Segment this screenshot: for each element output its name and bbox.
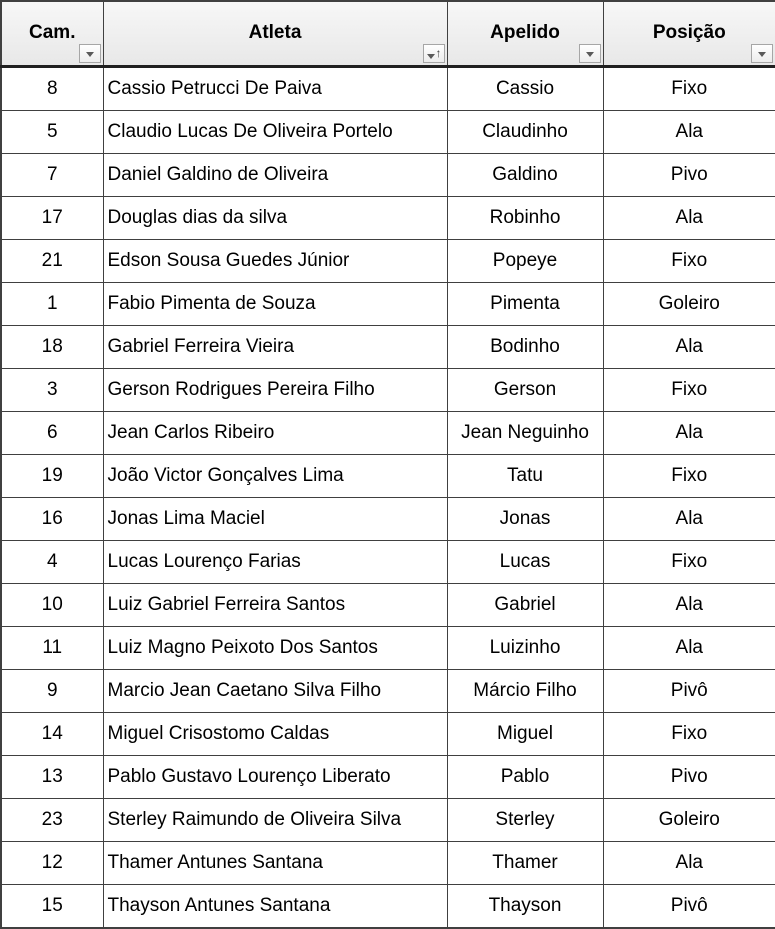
cell-posicao[interactable]: Ala bbox=[603, 842, 775, 885]
cell-posicao[interactable]: Fixo bbox=[603, 541, 775, 584]
table-row[interactable] bbox=[1, 498, 775, 541]
header-posicao-label: Posição bbox=[604, 22, 775, 44]
cell-apelido[interactable]: Jean Neguinho bbox=[447, 412, 603, 455]
cell-posicao[interactable]: Ala bbox=[603, 326, 775, 369]
table-row[interactable] bbox=[1, 885, 775, 929]
header-cam[interactable] bbox=[1, 1, 103, 67]
cell-apelido[interactable]: Bodinho bbox=[447, 326, 603, 369]
header-atleta[interactable] bbox=[103, 1, 447, 67]
cell-apelido[interactable]: Sterley bbox=[447, 799, 603, 842]
cell-cam[interactable]: 6 bbox=[1, 412, 103, 455]
table-row[interactable] bbox=[1, 240, 775, 283]
cell-posicao[interactable]: Fixo bbox=[603, 455, 775, 498]
filter-dropdown-icon[interactable] bbox=[79, 44, 101, 63]
table-row[interactable] bbox=[1, 670, 775, 713]
cell-atleta[interactable]: Lucas Lourenço Farias bbox=[103, 541, 447, 584]
table-row[interactable] bbox=[1, 326, 775, 369]
cell-atleta[interactable]: Thayson Antunes Santana bbox=[103, 885, 447, 929]
cell-atleta[interactable]: Sterley Raimundo de Oliveira Silva bbox=[103, 799, 447, 842]
cell-cam[interactable]: 17 bbox=[1, 197, 103, 240]
header-cam-label: Cam. bbox=[2, 22, 103, 44]
cell-atleta[interactable]: Claudio Lucas De Oliveira Portelo bbox=[103, 111, 447, 154]
table-row[interactable] bbox=[1, 799, 775, 842]
cell-posicao[interactable]: Ala bbox=[603, 111, 775, 154]
cell-cam[interactable]: 8 bbox=[1, 67, 103, 111]
table-row[interactable] bbox=[1, 283, 775, 326]
cell-apelido[interactable]: Claudinho bbox=[447, 111, 603, 154]
table-row[interactable] bbox=[1, 412, 775, 455]
cell-posicao[interactable]: Ala bbox=[603, 584, 775, 627]
table-row[interactable] bbox=[1, 627, 775, 670]
cell-cam[interactable]: 5 bbox=[1, 111, 103, 154]
table-row[interactable] bbox=[1, 369, 775, 412]
cell-posicao[interactable]: Fixo bbox=[603, 240, 775, 283]
cell-cam[interactable]: 21 bbox=[1, 240, 103, 283]
table-row[interactable] bbox=[1, 584, 775, 627]
cell-posicao[interactable]: Ala bbox=[603, 498, 775, 541]
table-row[interactable] bbox=[1, 67, 775, 111]
cell-cam[interactable]: 15 bbox=[1, 885, 103, 929]
cell-posicao[interactable]: Pivô bbox=[603, 885, 775, 929]
cell-atleta[interactable]: João Victor Gonçalves Lima bbox=[103, 455, 447, 498]
cell-apelido[interactable]: Tatu bbox=[447, 455, 603, 498]
cell-posicao[interactable]: Pivo bbox=[603, 756, 775, 799]
cell-posicao[interactable]: Ala bbox=[603, 627, 775, 670]
cell-posicao[interactable]: Fixo bbox=[603, 713, 775, 756]
table-row[interactable] bbox=[1, 455, 775, 498]
cell-apelido[interactable]: Galdino bbox=[447, 154, 603, 197]
cell-atleta[interactable]: Fabio Pimenta de Souza bbox=[103, 283, 447, 326]
cell-apelido[interactable]: Robinho bbox=[447, 197, 603, 240]
cell-atleta[interactable]: Gerson Rodrigues Pereira Filho bbox=[103, 369, 447, 412]
cell-cam[interactable]: 3 bbox=[1, 369, 103, 412]
filter-dropdown-icon[interactable] bbox=[579, 44, 601, 63]
cell-atleta[interactable]: Luiz Gabriel Ferreira Santos bbox=[103, 584, 447, 627]
cell-apelido[interactable]: Luizinho bbox=[447, 627, 603, 670]
cell-atleta[interactable]: Miguel Crisostomo Caldas bbox=[103, 713, 447, 756]
header-posicao[interactable] bbox=[603, 1, 775, 67]
cell-cam[interactable]: 1 bbox=[1, 283, 103, 326]
cell-apelido[interactable]: Gabriel bbox=[447, 584, 603, 627]
cell-cam[interactable]: 10 bbox=[1, 584, 103, 627]
cell-posicao[interactable]: Fixo bbox=[603, 67, 775, 111]
roster-body bbox=[1, 67, 775, 929]
table-row[interactable] bbox=[1, 197, 775, 240]
cell-apelido[interactable]: Gerson bbox=[447, 369, 603, 412]
cell-cam[interactable]: 23 bbox=[1, 799, 103, 842]
cell-atleta[interactable]: Jean Carlos Ribeiro bbox=[103, 412, 447, 455]
cell-posicao[interactable]: Goleiro bbox=[603, 283, 775, 326]
cell-atleta[interactable]: Edson Sousa Guedes Júnior bbox=[103, 240, 447, 283]
cell-cam[interactable]: 13 bbox=[1, 756, 103, 799]
cell-apelido[interactable]: Márcio Filho bbox=[447, 670, 603, 713]
cell-apelido[interactable]: Cassio bbox=[447, 67, 603, 111]
table-row[interactable] bbox=[1, 842, 775, 885]
cell-apelido[interactable]: Thamer bbox=[447, 842, 603, 885]
cell-atleta[interactable]: Thamer Antunes Santana bbox=[103, 842, 447, 885]
cell-posicao[interactable]: Ala bbox=[603, 412, 775, 455]
header-apelido-label: Apelido bbox=[448, 22, 603, 44]
cell-cam[interactable]: 16 bbox=[1, 498, 103, 541]
cell-atleta[interactable]: Gabriel Ferreira Vieira bbox=[103, 326, 447, 369]
cell-cam[interactable]: 14 bbox=[1, 713, 103, 756]
cell-apelido[interactable]: Pimenta bbox=[447, 283, 603, 326]
table-row[interactable] bbox=[1, 756, 775, 799]
cell-apelido[interactable]: Pablo bbox=[447, 756, 603, 799]
cell-cam[interactable]: 9 bbox=[1, 670, 103, 713]
cell-posicao[interactable]: Pivô bbox=[603, 670, 775, 713]
cell-posicao[interactable]: Goleiro bbox=[603, 799, 775, 842]
cell-apelido[interactable]: Thayson bbox=[447, 885, 603, 929]
table-row[interactable] bbox=[1, 154, 775, 197]
table-row[interactable] bbox=[1, 713, 775, 756]
cell-apelido[interactable]: Jonas bbox=[447, 498, 603, 541]
cell-cam[interactable]: 18 bbox=[1, 326, 103, 369]
cell-posicao[interactable]: Pivo bbox=[603, 154, 775, 197]
cell-atleta[interactable]: Jonas Lima Maciel bbox=[103, 498, 447, 541]
cell-atleta[interactable]: Daniel Galdino de Oliveira bbox=[103, 154, 447, 197]
cell-apelido[interactable]: Lucas bbox=[447, 541, 603, 584]
cell-atleta[interactable]: Marcio Jean Caetano Silva Filho bbox=[103, 670, 447, 713]
cell-atleta[interactable]: Douglas dias da silva bbox=[103, 197, 447, 240]
header-row bbox=[1, 1, 775, 67]
cell-apelido[interactable]: Popeye bbox=[447, 240, 603, 283]
filter-dropdown-icon[interactable] bbox=[751, 44, 773, 63]
filter-sort-ascending-icon[interactable]: ↑ bbox=[423, 44, 445, 63]
table-row[interactable] bbox=[1, 111, 775, 154]
cell-cam[interactable]: 7 bbox=[1, 154, 103, 197]
table-row[interactable] bbox=[1, 541, 775, 584]
cell-cam[interactable]: 4 bbox=[1, 541, 103, 584]
header-atleta-label: Atleta bbox=[104, 22, 447, 44]
cell-apelido[interactable]: Miguel bbox=[447, 713, 603, 756]
cell-cam[interactable]: 12 bbox=[1, 842, 103, 885]
cell-atleta[interactable]: Pablo Gustavo Lourenço Liberato bbox=[103, 756, 447, 799]
header-apelido[interactable] bbox=[447, 1, 603, 67]
cell-cam[interactable]: 19 bbox=[1, 455, 103, 498]
cell-posicao[interactable]: Ala bbox=[603, 197, 775, 240]
cell-atleta[interactable]: Luiz Magno Peixoto Dos Santos bbox=[103, 627, 447, 670]
cell-posicao[interactable]: Fixo bbox=[603, 369, 775, 412]
cell-cam[interactable]: 11 bbox=[1, 627, 103, 670]
cell-atleta[interactable]: Cassio Petrucci De Paiva bbox=[103, 67, 447, 111]
